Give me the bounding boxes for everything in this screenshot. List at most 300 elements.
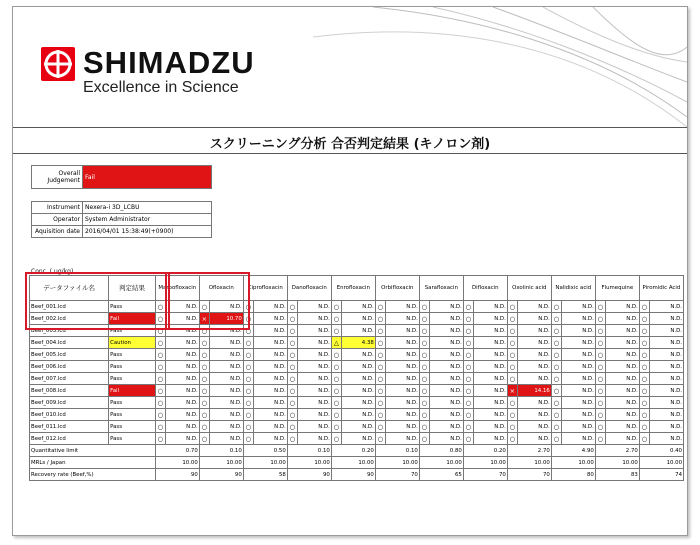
pass-mark-icon: ○	[331, 397, 341, 409]
pass-mark-icon: ○	[155, 361, 165, 373]
footer-value: 83	[595, 469, 639, 481]
concentration-value: N.D.	[605, 409, 639, 421]
concentration-value: N.D.	[605, 385, 639, 397]
concentration-value: N.D.	[297, 385, 331, 397]
concentration-value: N.D.	[605, 349, 639, 361]
concentration-value: N.D.	[341, 421, 375, 433]
pass-mark-icon: ○	[463, 385, 473, 397]
pass-mark-icon: ○	[155, 325, 165, 337]
pass-mark-icon: ○	[507, 361, 517, 373]
concentration-value: N.D.	[341, 385, 375, 397]
pass-mark-icon: ○	[463, 313, 473, 325]
footer-value: 0.80	[419, 445, 463, 457]
pass-mark-icon: ○	[243, 421, 253, 433]
concentration-value: N.D.	[649, 409, 683, 421]
concentration-value: N.D.	[649, 361, 683, 373]
pass-mark-icon: ○	[639, 409, 649, 421]
concentration-value: N.D.	[473, 373, 507, 385]
concentration-value: N.D.	[429, 433, 463, 445]
pass-mark-icon: ○	[551, 397, 561, 409]
header-compound: Ofloxacin	[199, 276, 243, 301]
pass-mark-icon: ○	[199, 397, 209, 409]
pass-mark-icon: ○	[199, 349, 209, 361]
report-page	[12, 6, 688, 536]
pass-mark-icon: ○	[595, 397, 605, 409]
concentration-value: N.D.	[517, 361, 551, 373]
pass-mark-icon: ○	[595, 325, 605, 337]
pass-mark-icon: ○	[419, 433, 429, 445]
header-compound: Difloxacin	[463, 276, 507, 301]
title-divider-bottom	[13, 153, 687, 154]
concentration-value: N.D.	[561, 313, 595, 325]
pass-mark-icon: ○	[199, 373, 209, 385]
concentration-value: N.D.	[297, 421, 331, 433]
footer-value: 90	[287, 469, 331, 481]
pass-mark-icon: ○	[463, 337, 473, 349]
concentration-value: N.D.	[385, 337, 419, 349]
pass-mark-icon: ○	[463, 325, 473, 337]
footer-value: 70	[375, 469, 419, 481]
footer-value: 58	[243, 469, 287, 481]
concentration-value: N.D.	[473, 349, 507, 361]
concentration-value: N.D.	[165, 301, 199, 313]
pass-mark-icon: ○	[331, 385, 341, 397]
pass-mark-icon: ○	[419, 301, 429, 313]
pass-mark-icon: ○	[639, 433, 649, 445]
concentration-value: N.D.	[341, 373, 375, 385]
file-name-cell: Beef_011.lcd	[30, 421, 109, 433]
pass-mark-icon: ○	[243, 325, 253, 337]
pass-mark-icon: ○	[375, 409, 385, 421]
result-cell: Pass	[109, 301, 156, 313]
title-divider-top	[13, 127, 687, 128]
pass-mark-icon: ○	[331, 373, 341, 385]
concentration-value: N.D.	[165, 433, 199, 445]
concentration-value: N.D.	[165, 325, 199, 337]
concentration-value: N.D.	[517, 337, 551, 349]
pass-mark-icon: ○	[595, 349, 605, 361]
concentration-value: N.D.	[165, 361, 199, 373]
file-name-cell: Beef_006.lcd	[30, 361, 109, 373]
concentration-value: N.D.	[385, 325, 419, 337]
pass-mark-icon: ○	[551, 373, 561, 385]
pass-mark-icon: ○	[287, 313, 297, 325]
file-name-cell: Beef_004.lcd	[30, 337, 109, 349]
pass-mark-icon: ○	[463, 397, 473, 409]
footer-value: 10.00	[463, 457, 507, 469]
pass-mark-icon: ○	[243, 313, 253, 325]
concentration-value: N.D.	[517, 301, 551, 313]
concentration-value: N.D.	[517, 373, 551, 385]
pass-mark-icon: ○	[287, 361, 297, 373]
concentration-value: N.D.	[385, 385, 419, 397]
concentration-value: N.D.	[429, 337, 463, 349]
concentration-value: N.D.	[649, 301, 683, 313]
pass-mark-icon: ○	[639, 349, 649, 361]
concentration-value: N.D.	[341, 409, 375, 421]
pass-mark-icon: ○	[331, 409, 341, 421]
pass-mark-icon: ○	[551, 301, 561, 313]
pass-mark-icon: ○	[287, 385, 297, 397]
pass-mark-icon: ○	[155, 313, 165, 325]
concentration-value: N.D.	[561, 397, 595, 409]
concentration-value: N.D.	[209, 373, 243, 385]
concentration-value: N.D.	[605, 301, 639, 313]
pass-mark-icon: ○	[507, 337, 517, 349]
pass-mark-icon: ○	[331, 361, 341, 373]
pass-mark-icon: ○	[551, 421, 561, 433]
pass-mark-icon: ○	[639, 301, 649, 313]
concentration-value: N.D.	[649, 325, 683, 337]
concentration-value: N.D.	[429, 373, 463, 385]
header-result: 判定結果	[109, 276, 156, 301]
pass-mark-icon: ○	[463, 301, 473, 313]
table-row	[30, 337, 684, 349]
pass-mark-icon: ○	[243, 337, 253, 349]
header-compound: Enrofloxacin	[331, 276, 375, 301]
table-row	[30, 409, 684, 421]
table-row	[30, 361, 684, 373]
pass-mark-icon: ○	[419, 361, 429, 373]
pass-mark-icon: ○	[419, 409, 429, 421]
concentration-value: N.D.	[385, 409, 419, 421]
pass-mark-icon: ○	[463, 361, 473, 373]
file-name-cell: Beef_003.lcd	[30, 325, 109, 337]
table-row	[30, 385, 684, 397]
pass-mark-icon: ○	[243, 301, 253, 313]
concentration-value: N.D.	[517, 409, 551, 421]
concentration-value: N.D.	[209, 301, 243, 313]
pass-mark-icon: ○	[287, 349, 297, 361]
result-cell: Pass	[109, 325, 156, 337]
concentration-value: N.D.	[297, 409, 331, 421]
concentration-value: N.D.	[473, 433, 507, 445]
pass-mark-icon: ○	[419, 397, 429, 409]
file-name-cell: Beef_002.lcd	[30, 313, 109, 325]
header-compound: Orbifloxacin	[375, 276, 419, 301]
pass-mark-icon: ○	[595, 301, 605, 313]
concentration-value: N.D.	[209, 433, 243, 445]
pass-mark-icon: ○	[507, 421, 517, 433]
pass-mark-icon: ○	[551, 409, 561, 421]
concentration-value: N.D.	[165, 421, 199, 433]
footer-value: 70	[507, 469, 551, 481]
concentration-value: N.D.	[297, 337, 331, 349]
concentration-value: N.D.	[385, 373, 419, 385]
pass-mark-icon: ○	[419, 385, 429, 397]
highlight-box-ofloxacin	[165, 272, 250, 330]
pass-mark-icon: ○	[155, 337, 165, 349]
concentration-value: 14.16	[517, 385, 551, 397]
file-name-cell: Beef_010.lcd	[30, 409, 109, 421]
footer-value: 90	[155, 469, 199, 481]
result-cell: Pass	[109, 397, 156, 409]
concentration-value: N.D.	[297, 349, 331, 361]
concentration-value: N.D.	[561, 361, 595, 373]
concentration-value: N.D.	[517, 421, 551, 433]
footer-value: 10.00	[287, 457, 331, 469]
result-cell: Fail	[109, 313, 156, 325]
pass-mark-icon: ○	[375, 301, 385, 313]
header-compound: Sarafloxacin	[419, 276, 463, 301]
concentration-value: N.D.	[473, 421, 507, 433]
concentration-value: N.D.	[649, 349, 683, 361]
pass-mark-icon: ○	[507, 409, 517, 421]
header-compound: Danofloxacin	[287, 276, 331, 301]
acquisition-info-table	[31, 201, 212, 238]
footer-value: 10.00	[507, 457, 551, 469]
concentration-value: N.D.	[297, 373, 331, 385]
pass-mark-icon: ○	[375, 385, 385, 397]
concentration-value: N.D.	[561, 349, 595, 361]
pass-mark-icon: ○	[331, 349, 341, 361]
concentration-value: N.D.	[385, 349, 419, 361]
concentration-value: N.D.	[209, 385, 243, 397]
concentration-value: N.D.	[165, 337, 199, 349]
concentration-value: 4.38	[341, 337, 375, 349]
concentration-value: N.D.	[429, 421, 463, 433]
footer-label: Quantitative limit	[30, 445, 156, 457]
footer-value: 10.00	[199, 457, 243, 469]
overall-label: Overall Judgement	[32, 166, 83, 189]
footer-value: 2.70	[595, 445, 639, 457]
pass-mark-icon: ○	[507, 433, 517, 445]
concentration-value: N.D.	[297, 301, 331, 313]
pass-mark-icon: ○	[375, 325, 385, 337]
footer-value: 10.00	[243, 457, 287, 469]
result-cell: Pass	[109, 361, 156, 373]
pass-mark-icon: ○	[199, 301, 209, 313]
concentration-value: N.D.	[253, 421, 287, 433]
concentration-value: N.D.	[253, 373, 287, 385]
header-compound: Piromidic Acid	[639, 276, 683, 301]
footer-value: 10.00	[331, 457, 375, 469]
pass-mark-icon: ○	[639, 325, 649, 337]
concentration-value: N.D.	[209, 325, 243, 337]
pass-mark-icon: ○	[463, 409, 473, 421]
concentration-value: N.D.	[297, 313, 331, 325]
concentration-value: N.D.	[561, 301, 595, 313]
result-cell: Pass	[109, 433, 156, 445]
pass-mark-icon: ○	[155, 385, 165, 397]
pass-mark-icon: ○	[639, 397, 649, 409]
file-name-cell: Beef_008.lcd	[30, 385, 109, 397]
result-cell: Pass	[109, 421, 156, 433]
result-cell: Caution	[109, 337, 156, 349]
table-row	[30, 397, 684, 409]
pass-mark-icon: ○	[463, 433, 473, 445]
highlight-box-left	[25, 272, 170, 330]
pass-mark-icon: ○	[595, 409, 605, 421]
concentration-value: N.D.	[253, 385, 287, 397]
pass-mark-icon: ○	[419, 313, 429, 325]
concentration-value: N.D.	[341, 361, 375, 373]
footer-value: 0.10	[375, 445, 419, 457]
concentration-value: N.D.	[209, 361, 243, 373]
result-cell: Pass	[109, 349, 156, 361]
concentration-value: N.D.	[561, 373, 595, 385]
file-name-cell: Beef_009.lcd	[30, 397, 109, 409]
concentration-value: N.D.	[385, 301, 419, 313]
overall-value: Fail	[83, 166, 212, 189]
pass-mark-icon: ○	[155, 301, 165, 313]
concentration-value: N.D.	[605, 325, 639, 337]
pass-mark-icon: ○	[155, 397, 165, 409]
pass-mark-icon: ○	[375, 421, 385, 433]
concentration-value: N.D.	[517, 349, 551, 361]
concentration-value: N.D.	[429, 397, 463, 409]
pass-mark-icon: ○	[375, 337, 385, 349]
footer-value: 10.00	[155, 457, 199, 469]
overall-judgement-table	[31, 165, 212, 189]
pass-mark-icon: ○	[419, 373, 429, 385]
concentration-value: N.D.	[165, 313, 199, 325]
concentration-value: N.D.	[473, 313, 507, 325]
concentration-value: N.D.	[473, 337, 507, 349]
concentration-value: N.D.	[297, 325, 331, 337]
footer-value: 0.20	[463, 445, 507, 457]
pass-mark-icon: ○	[331, 325, 341, 337]
footer-value: 4.90	[551, 445, 595, 457]
caution-mark-icon: △	[331, 337, 341, 349]
pass-mark-icon: ○	[155, 409, 165, 421]
concentration-value: N.D.	[253, 325, 287, 337]
pass-mark-icon: ○	[507, 313, 517, 325]
concentration-value: N.D.	[385, 421, 419, 433]
pass-mark-icon: ○	[595, 385, 605, 397]
pass-mark-icon: ○	[199, 409, 209, 421]
concentration-value: N.D.	[253, 337, 287, 349]
concentration-value: N.D.	[341, 301, 375, 313]
pass-mark-icon: ○	[639, 337, 649, 349]
pass-mark-icon: ○	[199, 385, 209, 397]
concentration-value: N.D.	[561, 433, 595, 445]
pass-mark-icon: ○	[243, 349, 253, 361]
footer-value: 0.20	[331, 445, 375, 457]
concentration-value: N.D.	[165, 373, 199, 385]
concentration-value: N.D.	[649, 421, 683, 433]
pass-mark-icon: ○	[243, 361, 253, 373]
footer-value: 65	[419, 469, 463, 481]
concentration-value: N.D.	[517, 325, 551, 337]
concentration-value: N.D.	[253, 349, 287, 361]
concentration-value: N.D.	[385, 361, 419, 373]
concentration-value: N.D.	[649, 373, 683, 385]
pass-mark-icon: ○	[463, 421, 473, 433]
concentration-value: N.D.	[341, 397, 375, 409]
footer-value: 90	[331, 469, 375, 481]
concentration-value: N.D.	[649, 433, 683, 445]
pass-mark-icon: ○	[639, 361, 649, 373]
header-compound: Marbofloxacin	[155, 276, 199, 301]
pass-mark-icon: ○	[375, 373, 385, 385]
concentration-value: N.D.	[253, 433, 287, 445]
pass-mark-icon: ○	[287, 397, 297, 409]
pass-mark-icon: ○	[199, 337, 209, 349]
concentration-value: N.D.	[297, 361, 331, 373]
concentration-value: N.D.	[605, 433, 639, 445]
concentration-value: N.D.	[473, 361, 507, 373]
pass-mark-icon: ○	[155, 349, 165, 361]
pass-mark-icon: ○	[243, 433, 253, 445]
pass-mark-icon: ○	[595, 373, 605, 385]
header-compound: Oxolinic acid	[507, 276, 551, 301]
pass-mark-icon: ○	[419, 325, 429, 337]
concentration-value: N.D.	[605, 361, 639, 373]
pass-mark-icon: ○	[463, 373, 473, 385]
concentration-value: N.D.	[165, 349, 199, 361]
pass-mark-icon: ○	[199, 361, 209, 373]
fail-mark-icon: ×	[199, 313, 209, 325]
shimadzu-logo-icon	[41, 47, 75, 81]
concentration-value: N.D.	[473, 397, 507, 409]
pass-mark-icon: ○	[507, 325, 517, 337]
concentration-value: N.D.	[429, 385, 463, 397]
brand-tagline: Excellence in Science	[83, 79, 239, 96]
footer-value: 10.00	[639, 457, 683, 469]
pass-mark-icon: ○	[375, 361, 385, 373]
table-row	[30, 349, 684, 361]
concentration-value: N.D.	[561, 325, 595, 337]
pass-mark-icon: ○	[375, 313, 385, 325]
acquisition-date-value: 2016/04/01 15:38:49(+0900)	[83, 226, 212, 238]
pass-mark-icon: ○	[199, 325, 209, 337]
operator-value: System Administrator	[83, 214, 212, 226]
result-cell: Pass	[109, 409, 156, 421]
footer-value: 10.00	[419, 457, 463, 469]
pass-mark-icon: ○	[287, 337, 297, 349]
pass-mark-icon: ○	[639, 421, 649, 433]
pass-mark-icon: ○	[287, 325, 297, 337]
footer-value: 10.00	[551, 457, 595, 469]
concentration-value: N.D.	[605, 421, 639, 433]
footer-value: 0.40	[639, 445, 683, 457]
pass-mark-icon: ○	[639, 373, 649, 385]
concentration-value: N.D.	[517, 397, 551, 409]
pass-mark-icon: ○	[155, 433, 165, 445]
pass-mark-icon: ○	[419, 349, 429, 361]
header-file-name: データファイル名	[30, 276, 109, 301]
concentration-value: N.D.	[385, 313, 419, 325]
footer-label: MRLs / Japan	[30, 457, 156, 469]
concentration-value: N.D.	[341, 325, 375, 337]
concentration-value: N.D.	[341, 349, 375, 361]
concentration-value: N.D.	[429, 313, 463, 325]
pass-mark-icon: ○	[243, 409, 253, 421]
concentration-value: N.D.	[429, 301, 463, 313]
pass-mark-icon: ○	[551, 325, 561, 337]
pass-mark-icon: ○	[551, 361, 561, 373]
concentration-value: N.D.	[605, 397, 639, 409]
concentration-value: N.D.	[253, 301, 287, 313]
pass-mark-icon: ○	[287, 373, 297, 385]
footer-label: Recovery rate (Beef,%)	[30, 469, 156, 481]
pass-mark-icon: ○	[551, 313, 561, 325]
concentration-value: N.D.	[561, 421, 595, 433]
pass-mark-icon: ○	[551, 349, 561, 361]
pass-mark-icon: ○	[595, 337, 605, 349]
concentration-value: N.D.	[605, 337, 639, 349]
pass-mark-icon: ○	[463, 349, 473, 361]
footer-value: 70	[463, 469, 507, 481]
concentration-value: N.D.	[605, 373, 639, 385]
header-compound: Flumequine	[595, 276, 639, 301]
table-row	[30, 421, 684, 433]
concentration-value: N.D.	[209, 409, 243, 421]
concentration-value: N.D.	[209, 349, 243, 361]
concentration-value: N.D.	[165, 397, 199, 409]
footer-row	[30, 469, 684, 481]
